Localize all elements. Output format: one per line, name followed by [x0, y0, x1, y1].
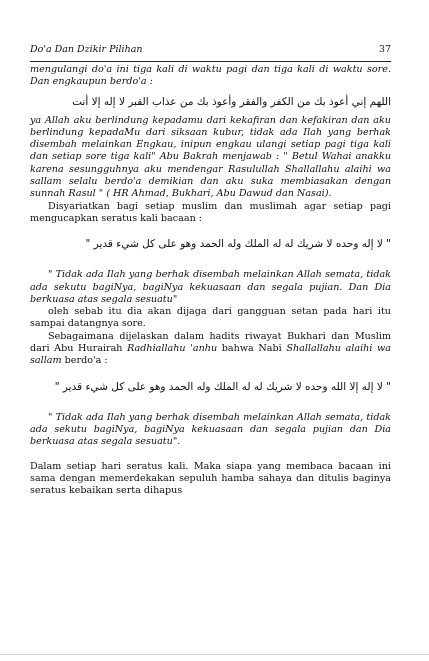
paragraph-3: oleh sebab itu dia akan dijaga dari gangguan setan pada hari itu sampai datangnya sore. [30, 306, 391, 330]
header-rule [30, 61, 391, 62]
running-header [30, 44, 391, 60]
paragraph-4-salutation: Shallallahu alaihi wa sallam [30, 343, 391, 367]
page-content [30, 64, 391, 497]
page-number: 37 [378, 44, 391, 55]
paragraph-2: Disyariatkan bagi setiap muslim dan muslimah agar setiap pagi mengucapkan seratus kali bacaan : [30, 200, 391, 224]
paragraph-5: Dalam setiap hari seratus kali. Maka siapa yang membaca bacaan ini sama dengan memerdekakan sepuluh hamba sahaya dan ditulis baginya seratus kebaikan serta dihapus [30, 460, 391, 497]
paragraph-4-honorific: Radhiallahu 'anhu [127, 343, 218, 355]
page-bottom-edge [0, 654, 429, 655]
paragraph-4 [30, 331, 391, 368]
paragraph-4-text-a: Sebagaimana dijelaskan dalam hadits riwayat Bukhari dan Muslim dari Abu Hurairah [30, 330, 391, 355]
intro-paragraph: mengulangi do'a ini tiga kali di waktu pagi dan tiga kali di waktu sore. Dan engkaupun berdo'a : [30, 64, 391, 88]
translation-paragraph-3: " Tidak ada Ilah yang berhak disembah melainkan Allah semata, tidak ada sekutu bagiNya, bagiNya kekuasaan dan segala pujian dan Dia berkuasa atas segala sesuatu". [30, 411, 391, 448]
paragraph-4-text-b: bahwa Nabi [217, 343, 287, 355]
translation-paragraph-1: ya Allah aku berlindung kepadamu dari kekafiran dan kefakiran dan aku berlindung kepadaMu dari siksaan kubur, tidak ada Ilah yang berhak disembah melainkan Engkau, inipun engkau ulangi setiap pagi tiga kali dan setiap sore tiga kali" Abu Bakrah menjawab : " Betul Wahai anakku karena sesungguhnya aku mendengar Rasulullah Shallallahu alaihi wa sallam selalu berdo'a demikian dan aku suka membiasakan dengan sunnah Rasul " ( HR Ahmad, Bukhari, Abu Dawud dan Nasai). [30, 114, 391, 200]
translation-paragraph-2: " Tidak ada Ilah yang berhak disembah melainkan Allah semata, tidak ada sekutu bagiNya, bagiNya kekuasaan dan segala pujian. Dan Dia berkuasa atas segala sesuatu" [30, 269, 391, 305]
arabic-dhikr-2: " لا إله إلا الله وحده لا شريك له له الملك وله الحمد وهو على كل شيء قدير " [54, 380, 391, 393]
arabic-dhikr-1: " لا إله وحده لا شريك له له الملك وله الحمد وهو على كل شيء قدير " [85, 238, 391, 251]
paragraph-4-text-c: berdo'a : [61, 355, 108, 367]
book-title: Do'a Dan Dzikir Pilihan [30, 44, 143, 55]
arabic-prayer-1: اللهم إني أعوذ بك من الكفر والفقر وأعوذ بك من عذاب القبر لا إله إلا أنت [72, 95, 391, 108]
